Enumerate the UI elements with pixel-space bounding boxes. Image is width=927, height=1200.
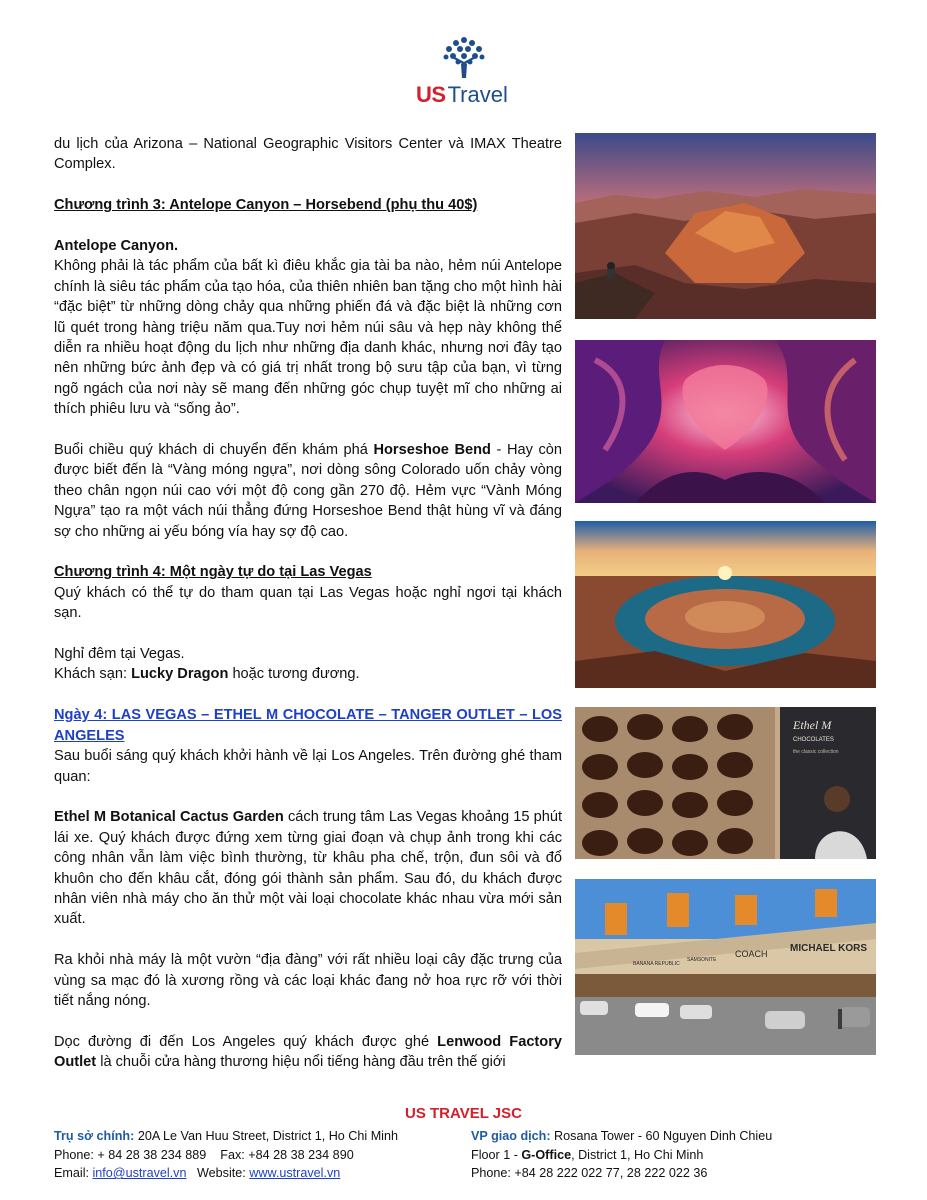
footer-hq-line — [54, 1127, 398, 1146]
website-label: Website: — [186, 1166, 250, 1181]
vp-floor-office: G-Office — [521, 1147, 572, 1162]
footer-contact-line — [54, 1164, 398, 1183]
vp-floor-pre: Floor 1 - — [471, 1147, 522, 1162]
paragraph-horseshoe — [54, 440, 562, 542]
vp-label: VP giao dịch: — [471, 1129, 551, 1143]
day-4-heading-link[interactable]: Ngày 4: LAS VEGAS – ETHEL M CHOCOLATE – TANGER OUTLET – LOS ANGELES — [54, 707, 562, 744]
footer-vp-floor — [471, 1146, 772, 1165]
outlet-sign-coach: COACH — [735, 949, 768, 959]
hq-label: Trụ sở chính: — [54, 1129, 135, 1143]
outlet-sign-samsonite: SAMSONITE — [687, 957, 717, 963]
outlet-sign-michael-kors: MICHAEL KORS — [790, 943, 868, 954]
hq-address: 20A Le Van Huu Street, District 1, Ho Chi Minh — [134, 1129, 398, 1143]
paragraph-garden: Ra khỏi nhà máy là một vườn “địa đàng” với rất nhiều loại cây đặc trưng của vùng sa mạc đó là xương rồng và các loại khác đang nở hoa rực rỡ với thời tiết nắng nóng. — [54, 952, 562, 1009]
email-label: Email: — [54, 1166, 93, 1181]
logo-wordmark — [416, 82, 508, 108]
lenwood-outlet-name: Lenwood Factory Outlet — [54, 1033, 563, 1071]
vp-floor-post: , District 1, Ho Chi Minh — [571, 1147, 704, 1162]
chocolate-sign-brand: Ethel M — [793, 718, 832, 732]
hotel-suffix: hoặc tương đương. — [228, 666, 360, 683]
horseshoe-text-post: - Hay còn được biết đến là “Vàng móng ngựa”, nơi dòng sông Colorado uốn chảy vòng theo chân ngọn núi cao với một độ cong gần 270 độ. Hẻm vực “Vành Móng Ngựa” tạo ra một vách núi thẳng đứng Horseshoe Bend thật hùng vĩ và đáng sợ cho những ai yếu bóng vía hay sợ độ cao. — [54, 442, 562, 540]
footer-vp-phone: Phone: +84 28 222 022 77, 28 222 022 36 — [471, 1166, 708, 1181]
footer-company-name: US TRAVEL JSC — [405, 1105, 522, 1122]
footer-vp-line — [471, 1127, 772, 1146]
antelope-canyon-photo — [575, 340, 876, 503]
website-link[interactable]: www.ustravel.vn — [249, 1166, 341, 1181]
horseshoe-text-pre: Buổi chiều quý khách di chuyển đến khám phá — [54, 442, 374, 459]
antelope-title: Antelope Canyon. — [54, 238, 179, 254]
footer-head-office — [54, 1127, 398, 1183]
paragraph-program-4: Quý khách có thể tự do tham quan tại Las Vegas hoặc nghỉ ngơi tại khách sạn. — [54, 584, 562, 622]
footer-hq-phone: Phone: + 84 28 38 234 889 Fax: +84 28 38 234 890 — [54, 1147, 354, 1162]
grand-canyon-photo — [575, 133, 876, 319]
hotel-label: Khách sạn: — [54, 666, 132, 683]
logo-travel-text: Travel — [447, 82, 508, 107]
heading-program-3: Chương trình 3: Antelope Canyon – Horsebend (phụ thu 40$) — [54, 197, 478, 214]
tanger-outlet-photo — [575, 879, 876, 1055]
tree-people-logo-icon — [440, 34, 488, 80]
email-link[interactable]: info@ustravel.vn — [92, 1166, 187, 1181]
logo-us-text: US — [416, 82, 446, 107]
outlet-sign-banana-republic: BANANA REPUBLIC — [633, 961, 680, 967]
vp-address: Rosana Tower - 60 Nguyen Dinh Chieu — [550, 1129, 773, 1143]
paragraph-lenwood — [54, 1032, 562, 1073]
horseshoe-bend-photo — [575, 521, 876, 688]
heading-program-4: Chương trình 4: Một ngày tự do tại Las Vegas — [54, 564, 372, 581]
ethel-m-name: Ethel M Botanical Cactus Garden — [54, 809, 284, 826]
footer-transaction-office — [471, 1127, 772, 1183]
hotel-name: Lucky Dragon — [131, 666, 229, 683]
paragraph-antelope: Không phải là tác phẩm của bất kì điêu khắc gia tài ba nào, hẻm núi Antelope chính là siêu tác phẩm của tạo hóa, của thiên nhiên ban tặng cho một hình hài “đặc biệt” từ những dòng chảy qua những phiến đá và đặc biệt là những cơn lũ quét trong hàng triệu năm qua.Tuy nơi hẻm núi sâu và hẹp này không thể diễn ra nhiều hoạt động du lịch như những địa danh khác, nhưng nơi đây tạo nên những bức ảnh đẹp và có giá trị nhất trong bộ sưu tập của bạn, vì từng ngõ ngách của nơi này sẽ mang đến những góc chụp tuyệt mĩ cho những ai thích phiêu lưu và “sống ảo”. — [54, 258, 562, 418]
chocolate-sign-collection: the classic collection — [793, 749, 839, 755]
chocolate-sign-subtitle: CHOCOLATES — [793, 737, 834, 743]
paragraph-day-4: Sau buổi sáng quý khách khởi hành về lại Los Angeles. Trên đường ghé tham quan: — [54, 748, 562, 785]
overnight-text: Nghỉ đêm tại Vegas. — [54, 646, 185, 663]
lenwood-text-pre: Dọc đường đi đến Los Angeles quý khách được ghé — [54, 1033, 438, 1050]
ethel-m-chocolate-photo — [575, 707, 876, 859]
itinerary-text-column — [54, 134, 562, 1073]
ethel-m-text: cách trung tâm Las Vegas khoảng 15 phút lái xe. Quý khách được đứng xem từng giai đoạn và chụp ảnh trong khi các công nhân vẫn làm việc bình thường, từ khâu pha chế, trộn, đun sôi và đổ khuôn cho đến khâu cắt, đóng gói thành sản phẩm. Sau đó, du khách được nhân viên nhà máy cho ăn thử một vài loại chocolate khác nhau vừa mới sản xuất. — [54, 809, 562, 928]
hotel-text — [54, 664, 562, 684]
paragraph-ethel-m — [54, 807, 562, 929]
company-logo — [410, 34, 520, 106]
paragraph-arizona: du lịch của Arizona – National Geographic Visitors Center và IMAX Theatre Complex. — [54, 136, 562, 173]
lenwood-text-post: là chuỗi cửa hàng thương hiệu nổi tiếng hàng đầu trên thế giới — [96, 1054, 506, 1071]
horseshoe-bend-name: Horseshoe Bend — [373, 442, 491, 459]
